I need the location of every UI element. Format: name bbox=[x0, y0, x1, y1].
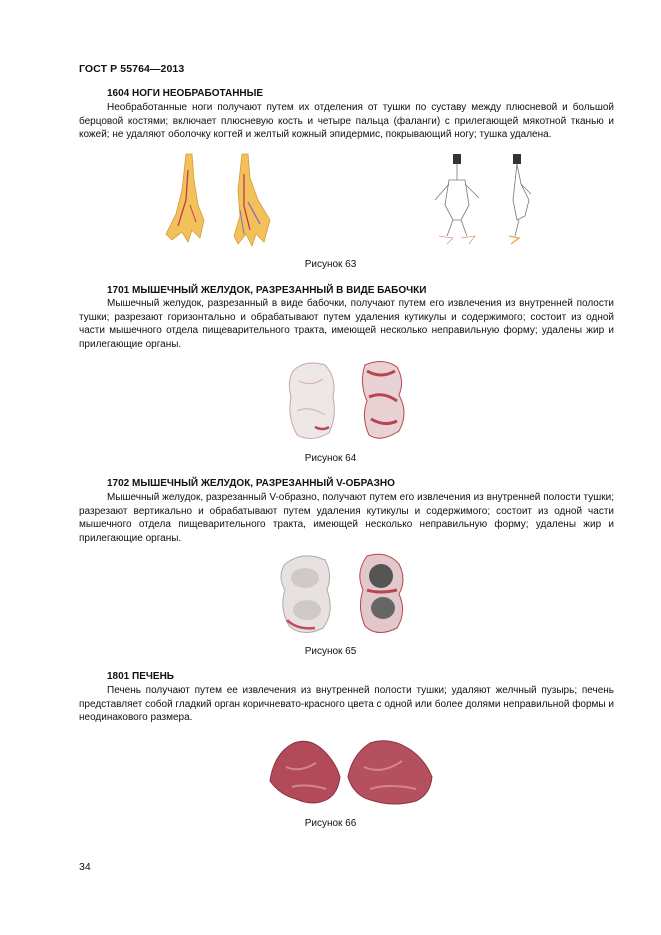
figure-caption-66: Рисунок 66 bbox=[304, 818, 357, 829]
figure-caption-64: Рисунок 64 bbox=[304, 453, 357, 464]
figure-63-skeleton-diagram bbox=[425, 150, 545, 250]
figure-caption-65: Рисунок 65 bbox=[304, 646, 357, 657]
section-title-1701: 1701 МЫШЕЧНЫЙ ЖЕЛУДОК, РАЗРЕЗАННЫЙ В ВИДЕ БАБОЧКИ bbox=[107, 285, 427, 296]
liver-lobe-right bbox=[348, 741, 432, 804]
raw-foot-front bbox=[166, 154, 204, 242]
figure-63-raw-feet bbox=[160, 150, 280, 250]
figure-caption-63: Рисунок 63 bbox=[304, 259, 357, 270]
gizzard-outer-side bbox=[362, 361, 404, 438]
skeleton-side bbox=[509, 154, 531, 244]
section-text-1801: Печень получают путем ее извлечения из внутренней полости тушки; удаляют желчный пузырь; печень представляет собой гладкий орган коричневато-красного цвета с одной или более долями неправильной формы и неодинакового размера. bbox=[79, 685, 614, 724]
section-text-1702: Мышечный желудок, разрезанный V-образно, получают путем его извлечения из внутренней полости тушки; разрезают вертикально и обрабатывают путем удаления кутикулы и содержимого; состоит из одной части мышечного отдела пищеварительного тракта, имеющей несколько неправильную форму; удалены жир и прилегающие органы. bbox=[79, 492, 614, 544]
figure-64-butterfly-gizzard bbox=[285, 357, 415, 443]
liver-lobe-left bbox=[270, 741, 340, 803]
section-title-1702: 1702 МЫШЕЧНЫЙ ЖЕЛУДОК, РАЗРЕЗАННЫЙ V-ОБРАЗНО bbox=[107, 478, 395, 489]
raw-foot-back bbox=[234, 154, 270, 246]
section-text-1701: Мышечный желудок, разрезанный в виде бабочки, получают путем его извлечения из внутренней полости тушки; разрезают горизонтально и обрабатывают путем удаления кутикулы и содержимого; состоит из одной части мышечного отдела пищеварительного тракта, имеющей несколько неправильную форму; удалены жир и прилегающие органы. bbox=[79, 298, 614, 350]
figure-65-v-shaped-gizzard bbox=[275, 550, 415, 638]
v-gizzard-right bbox=[360, 554, 403, 632]
page-number: 34 bbox=[79, 861, 91, 873]
section-title-1801: 1801 ПЕЧЕНЬ bbox=[107, 671, 174, 682]
gizzard-inner-side bbox=[289, 363, 334, 439]
section-title-1604: 1604 НОГИ НЕОБРАБОТАННЫЕ bbox=[107, 88, 264, 99]
document-header: ГОСТ Р 55764—2013 bbox=[79, 63, 185, 75]
section-text-1604: Необработанные ноги получают путем их отделения от тушки по суставу между плюсневой и большой берцовой костями; включает плюсневую кость и четыре пальца (фаланги) с прилегающей мякотной тканью и кожей; не удаляют оболочку когтей и желтый кожный эпидермис, покрывающий ногу; тушка удалена. bbox=[79, 102, 614, 141]
skeleton-front bbox=[435, 154, 479, 244]
v-gizzard-left bbox=[281, 556, 330, 633]
figure-66-liver bbox=[266, 737, 436, 809]
